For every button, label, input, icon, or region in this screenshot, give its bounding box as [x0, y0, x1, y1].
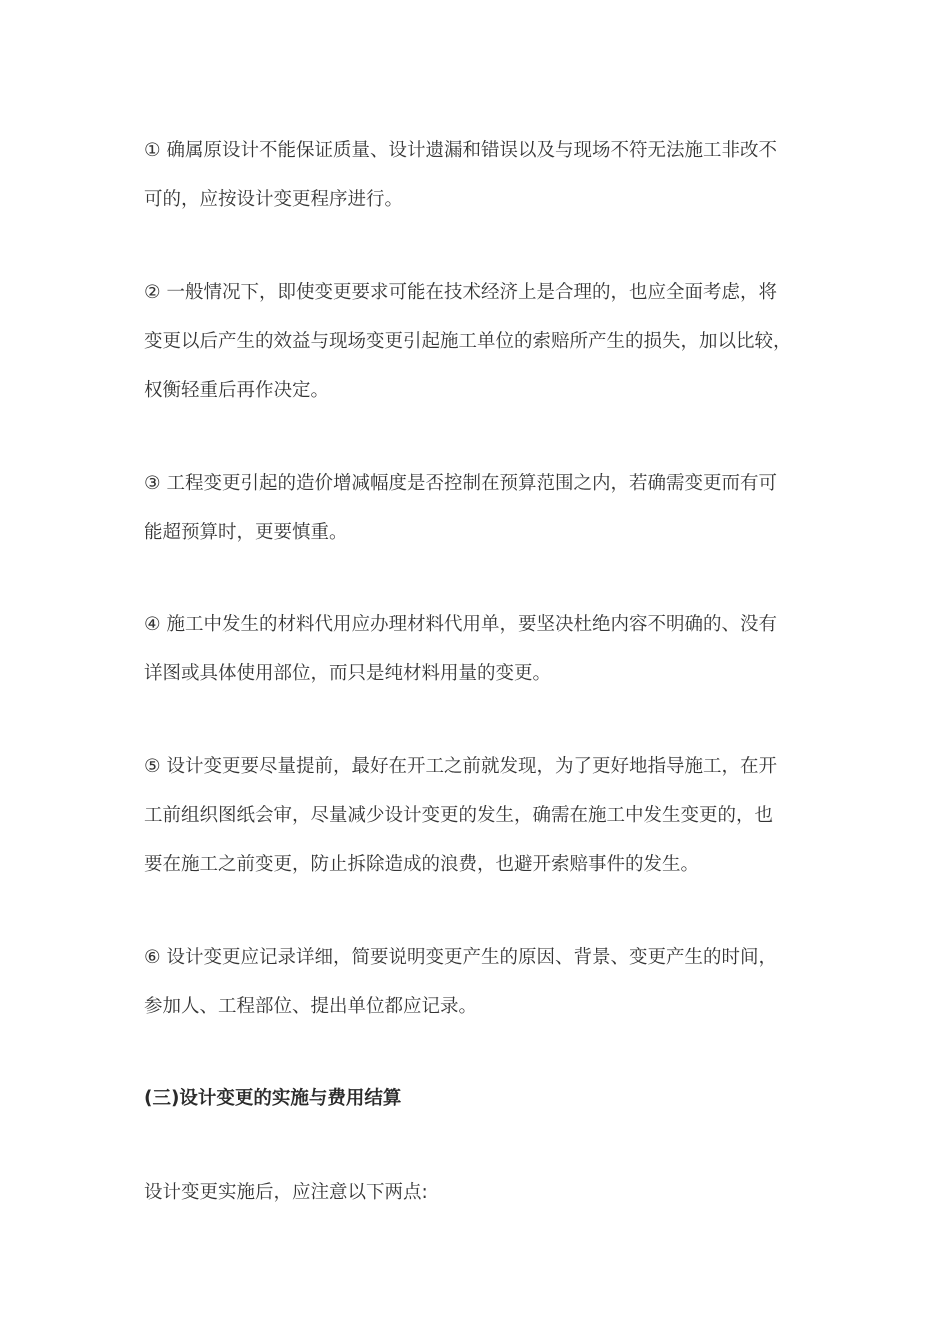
- section-heading: (三)设计变更的实施与费用结算: [144, 1088, 402, 1109]
- paragraph-line: ③ 工程变更引起的造价增减幅度是否控制在预算范围之内，若确需变更而有可: [144, 473, 777, 494]
- paragraph-line: 要在施工之前变更，防止拆除造成的浪费，也避开索赔事件的发生。: [144, 854, 700, 875]
- paragraph-line: ① 确属原设计不能保证质量、设计遗漏和错误以及与现场不符无法施工非改不: [144, 140, 777, 161]
- paragraph-line: 变更以后产生的效益与现场变更引起施工单位的索赔所产生的损失，加以比较，: [144, 331, 792, 352]
- paragraph-line: 可的，应按设计变更程序进行。: [144, 189, 404, 210]
- paragraph-item-6: [144, 933, 810, 1031]
- paragraph-item-4: [144, 600, 810, 698]
- paragraph-line: ④ 施工中发生的材料代用应办理材料代用单，要坚决杜绝内容不明确的、没有: [144, 614, 777, 635]
- paragraph-line: 详图或具体使用部位，而只是纯材料用量的变更。: [144, 663, 552, 684]
- paragraph-line: 参加人、工程部位、提出单位都应记录。: [144, 996, 478, 1017]
- paragraph-item-5: [144, 742, 810, 889]
- paragraph-line: 工前组织图纸会审，尽量减少设计变更的发生，确需在施工中发生变更的，也: [144, 805, 774, 826]
- paragraph-item-2: [144, 268, 810, 415]
- paragraph-item-3: [144, 459, 810, 557]
- paragraph-line: ⑤ 设计变更要尽量提前，最好在开工之前就发现，为了更好地指导施工，在开: [144, 756, 777, 777]
- paragraph-item-1: [144, 126, 810, 224]
- paragraph-line: ⑥ 设计变更应记录详细，简要说明变更产生的原因、背景、变更产生的时间，: [144, 947, 777, 968]
- paragraph-line: ② 一般情况下，即使变更要求可能在技术经济上是合理的，也应全面考虑，将: [144, 282, 777, 303]
- intro-text: 设计变更实施后，应注意以下两点:: [144, 1182, 428, 1203]
- paragraph-line: 权衡轻重后再作决定。: [144, 380, 330, 401]
- paragraph-line: 能超预算时，更要慎重。: [144, 522, 348, 543]
